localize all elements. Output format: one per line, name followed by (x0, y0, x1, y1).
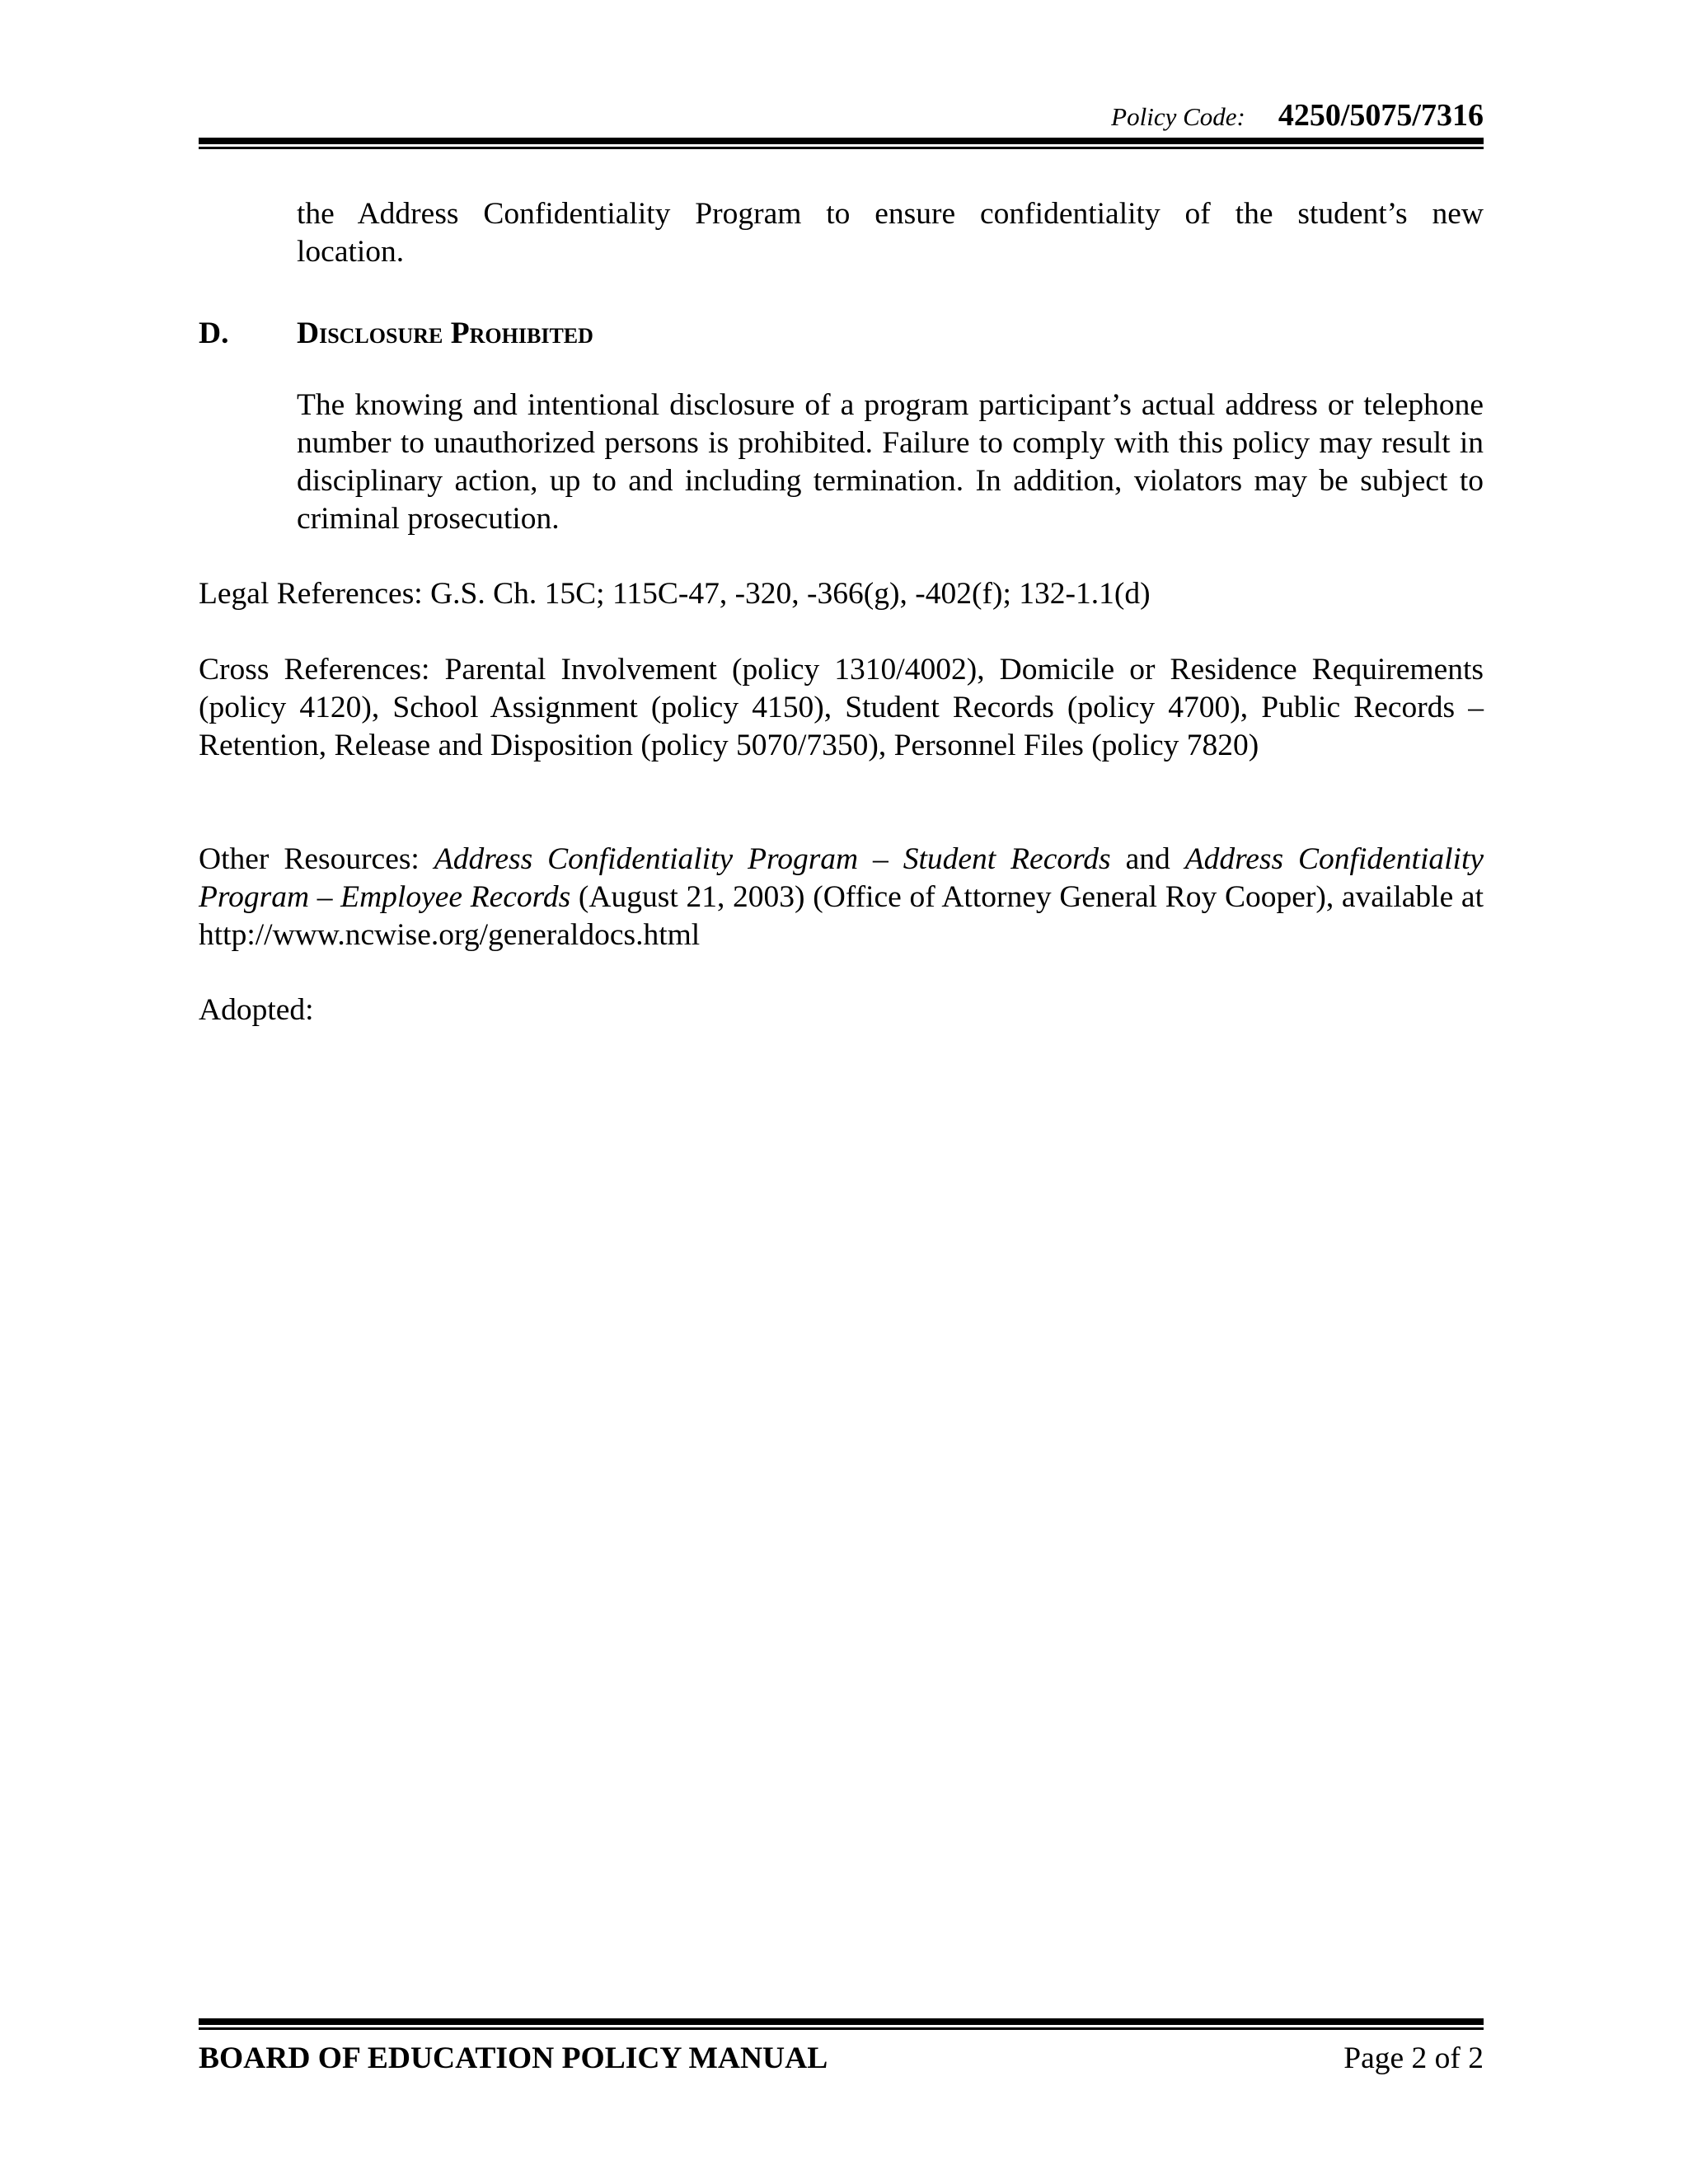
page-header (199, 97, 1484, 138)
footer-rule-thick (199, 2018, 1484, 2025)
footer-page-number: Page 2 of 2 (1343, 2041, 1484, 2075)
legal-references: Legal References: G.S. Ch. 15C; 115C-47, -320, -366(g), -402(f); 132-1.1(d) (199, 577, 1151, 611)
policy-code-value: 4250/5075/7316 (1278, 98, 1484, 133)
adopted-line: Adopted: (199, 993, 314, 1027)
header-rule-thick (199, 138, 1484, 144)
footer-manual-title: BOARD OF EDUCATION POLICY MANUAL (199, 2041, 828, 2075)
other-resources-suffix: (August 21, 2003) (Office of Attorney General Roy Cooper), available at http://www.ncwise.org/generaldocs.html (199, 880, 1484, 952)
footer-rule-thin (199, 2027, 1484, 2030)
continuation-line-2: location. (297, 235, 405, 269)
policy-code-label: Policy Code: (1111, 102, 1245, 131)
continuation-line-1: the Address Confidentiality Program to ensure confidentiality of the student’s new (297, 197, 1484, 231)
section-d-body: The knowing and intentional disclosure of a program participant’s actual address or telephone number to unauthorized persons is prohibited. Failure to comply with this policy may result in disciplinary action, up to and including termination. In addition, violators may be subject to criminal prosecution. (297, 388, 1484, 536)
other-resources-conjunction: and (1110, 842, 1185, 876)
header-rule-thin (199, 147, 1484, 149)
policy-code (1111, 97, 1484, 134)
other-resources-prefix: Other Resources: (199, 842, 434, 876)
section-letter: D. (199, 316, 229, 350)
other-resources-title-1: Address Confidentiality Program – Student Records (434, 842, 1111, 876)
other-resources-title-2: Address Confidentiality Program – Employee Records (199, 842, 1484, 914)
other-resources (199, 841, 1484, 954)
cross-references: Cross References: Parental Involvement (policy 1310/4002), Domicile or Residence Requirements (policy 4120), School Assignment (policy 4150), Student Records (policy 4700), Public Records – Retention, Release and Disposition (policy 5070/7350), Personnel Files (policy 7820) (199, 653, 1484, 762)
section-title: Disclosure Prohibited (297, 316, 593, 350)
